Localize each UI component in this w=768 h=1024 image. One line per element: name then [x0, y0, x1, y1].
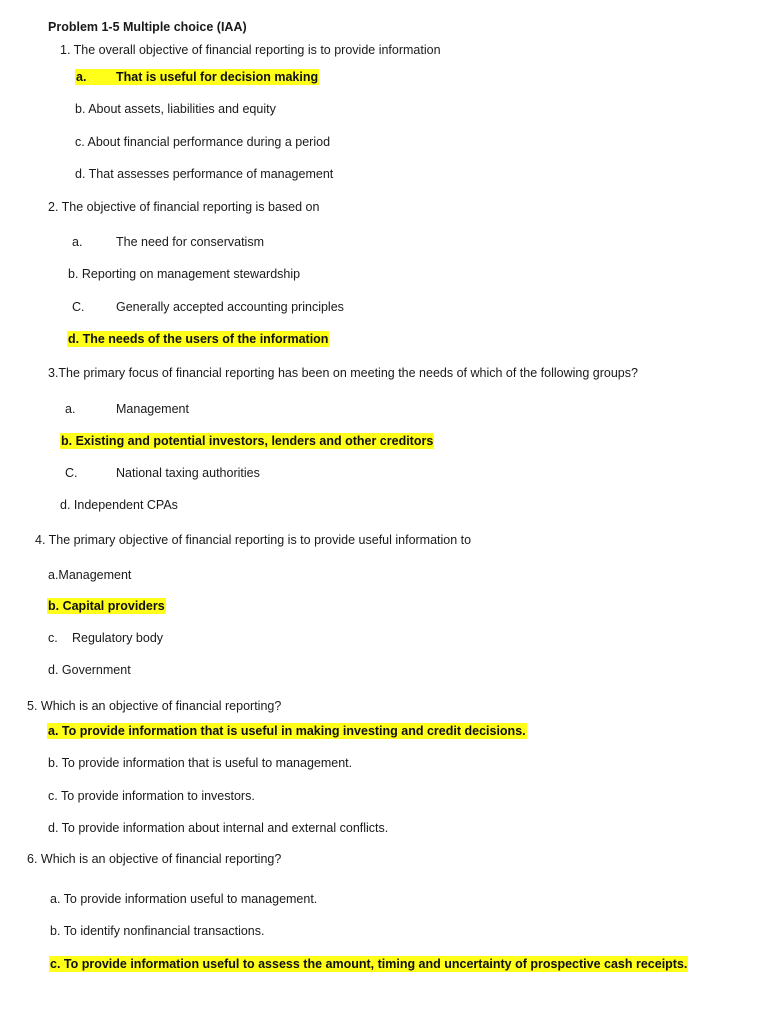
answer-highlight	[75, 69, 319, 85]
q4-option-c	[48, 631, 163, 646]
option-label: c.	[48, 631, 58, 645]
question-5: 5. Which is an objective of financial reporting?	[27, 699, 282, 713]
q4-option-b	[47, 599, 166, 614]
q4-option-d: d. Government	[48, 663, 131, 677]
answer-highlight: b. Capital providers	[48, 599, 165, 613]
q1-option-b: b. About assets, liabilities and equity	[75, 102, 276, 116]
q3-option-c	[65, 466, 260, 481]
option-label: a.	[76, 70, 87, 84]
q5-option-b: b. To provide information that is useful to management.	[48, 756, 353, 770]
answer-highlight: a. To provide information that is useful in making investing and credit decisions.	[48, 724, 526, 738]
q1-option-d: d. That assesses performance of management	[75, 167, 334, 181]
option-label: a.	[65, 402, 76, 416]
option-label: C.	[65, 466, 78, 480]
q1-option-a	[75, 70, 319, 85]
option-text: The need for conservatism	[116, 235, 264, 249]
q2-option-d	[67, 332, 329, 347]
q2-option-b: b. Reporting on management stewardship	[68, 267, 301, 281]
q6-option-b: b. To identify nonfinancial transactions.	[50, 924, 265, 938]
page-title: Problem 1-5 Multiple choice (IAA)	[48, 20, 247, 34]
answer-highlight: c. To provide information useful to assess the amount, timing and uncertainty of prospective cash receipts.	[50, 957, 688, 971]
option-text: Regulatory body	[72, 631, 164, 645]
question-2: 2. The objective of financial reporting is based on	[48, 200, 320, 214]
q2-option-a	[72, 235, 264, 250]
q5-option-d: d. To provide information about internal and external conflicts.	[48, 821, 389, 835]
q3-option-b	[60, 434, 434, 449]
question-6: 6. Which is an objective of financial reporting?	[27, 852, 282, 866]
q1-option-c: c. About financial performance during a period	[75, 135, 331, 149]
q2-option-c	[72, 300, 344, 315]
q3-option-a	[65, 402, 189, 417]
q5-option-a	[47, 724, 527, 739]
q3-option-d: d. Independent CPAs	[60, 498, 178, 512]
answer-highlight: d. The needs of the users of the information	[68, 332, 329, 346]
answer-highlight: b. Existing and potential investors, lenders and other creditors	[61, 434, 434, 448]
question-4: 4. The primary objective of financial reporting is to provide useful information to	[35, 533, 472, 547]
option-label: a.	[72, 235, 83, 249]
q6-option-a: a. To provide information useful to management.	[50, 892, 318, 906]
question-3: 3.The primary focus of financial reporting has been on meeting the needs of which of the following groups?	[48, 366, 638, 380]
q5-option-c: c. To provide information to investors.	[48, 789, 255, 803]
option-label: C.	[72, 300, 85, 314]
q6-option-c	[49, 957, 688, 972]
q4-option-a: a.Management	[48, 568, 132, 582]
question-1: 1. The overall objective of financial reporting is to provide information	[60, 43, 441, 57]
option-text: National taxing authorities	[116, 466, 260, 480]
option-text: That is useful for decision making	[116, 70, 319, 84]
option-text: Management	[116, 402, 189, 416]
option-text: Generally accepted accounting principles	[116, 300, 344, 314]
